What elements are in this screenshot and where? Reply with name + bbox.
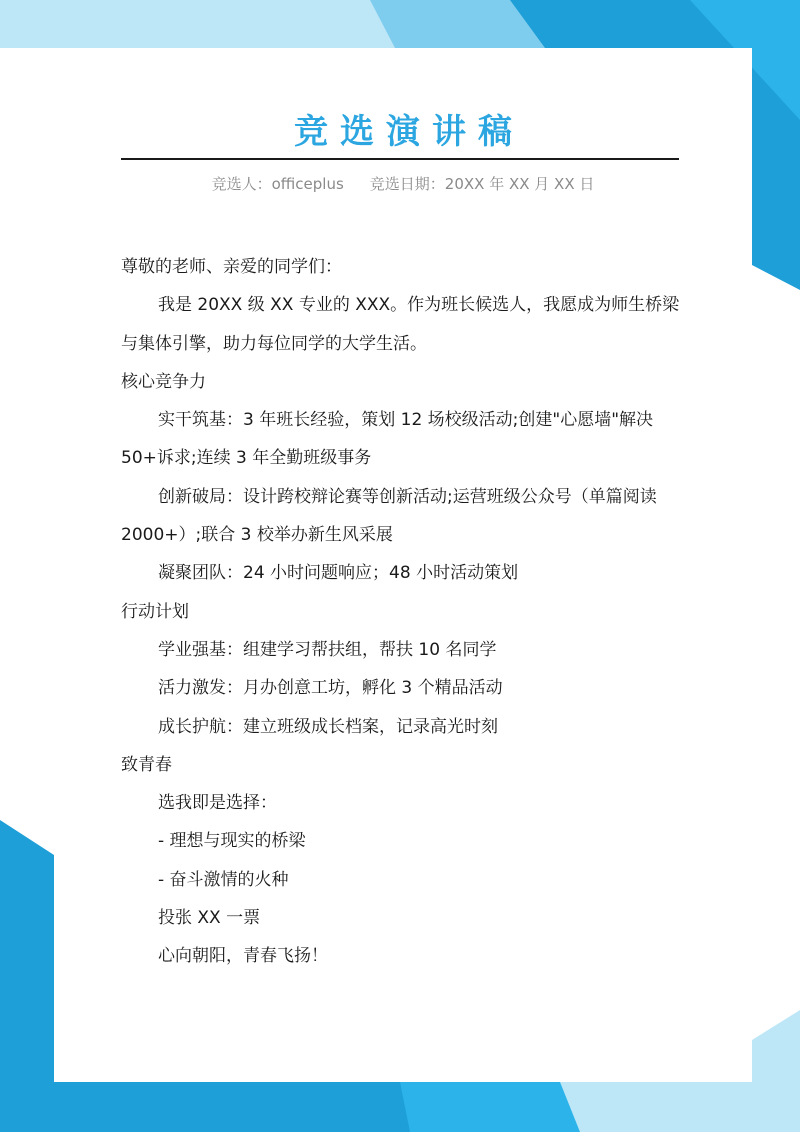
- youth-closing: 投张 XX 一票: [158, 908, 261, 929]
- candidate-line: 竞选人：officeplus: [211, 175, 344, 193]
- youth-lead: 选我即是选择：: [158, 793, 277, 814]
- bottom-band-dark: [0, 1082, 440, 1132]
- youth-closing: 心向朝阳，青春飞扬！: [158, 946, 328, 967]
- competence-item: 实干筑基：3 年班长经验，策划 12 场校级活动;创建"心愿墙"解决 50+诉求;连续 3 年全勤班级事务: [121, 410, 654, 469]
- intro-paragraph: 我是 20XX 级 XX 专业的 XXX。作为班长候选人，我愿成为师生桥梁与集体引擎，助力每位同学的大学生活。: [121, 295, 680, 354]
- greeting: 尊敬的老师、亲爱的同学们：: [121, 257, 342, 277]
- speech-body: [121, 248, 691, 976]
- youth-bullet: - 奋斗激情的火种: [158, 869, 289, 890]
- youth-bullet: - 理想与现实的桥梁: [158, 831, 306, 852]
- section-heading-competence: 核心竞争力: [121, 371, 206, 392]
- plan-item: 成长护航：建立班级成长档案，记录高光时刻: [158, 716, 498, 737]
- title-divider: [121, 158, 679, 160]
- competence-item: 凝聚团队：24 小时问题响应；48 小时活动策划: [158, 563, 519, 584]
- date-line: 竞选日期：20XX 年 XX 月 XX 日: [369, 175, 595, 193]
- section-heading-plan: 行动计划: [121, 601, 189, 622]
- document-meta: [54, 173, 752, 194]
- plan-item: 活力激发：月办创意工坊，孵化 3 个精品活动: [158, 678, 503, 699]
- document-page: [54, 48, 752, 1082]
- plan-item: 学业强基：组建学习帮扶组，帮扶 10 名同学: [158, 639, 497, 660]
- competence-item: 创新破局：设计跨校辩论赛等创新活动;运营班级公众号（单篇阅读 2000+）;联合 3 校举办新生风采展: [121, 486, 657, 546]
- document-title: 竞选演讲稿: [294, 112, 524, 152]
- section-heading-youth: 致青春: [121, 754, 172, 775]
- top-band-light: [0, 0, 410, 48]
- bottom-left-dark: [0, 820, 54, 1082]
